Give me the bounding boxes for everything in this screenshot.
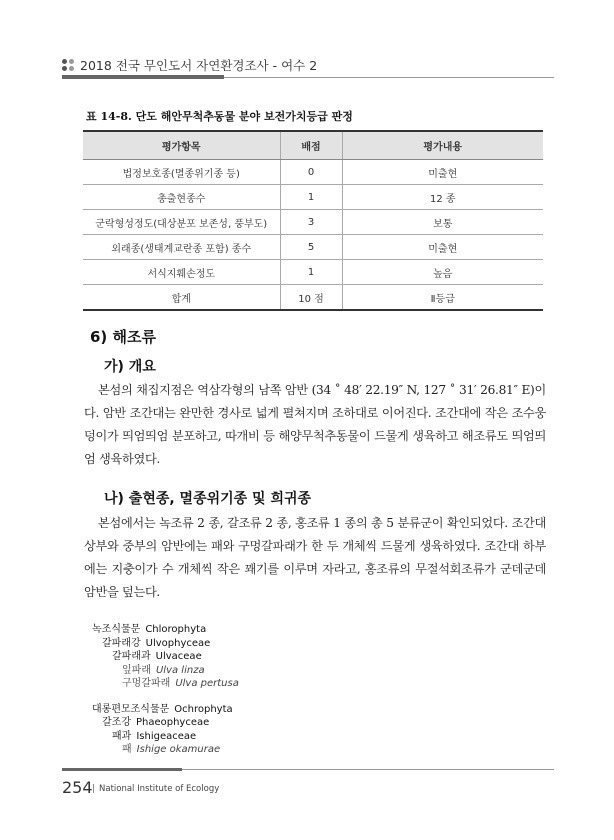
bullet-dots-icon bbox=[62, 59, 74, 71]
table-row bbox=[83, 260, 543, 285]
taxon-korean: 갈파래과 bbox=[112, 651, 151, 662]
header-rule bbox=[62, 75, 224, 79]
section-heading: 6) 해조류 bbox=[90, 328, 156, 346]
taxon-scientific: Ochrophyta bbox=[174, 703, 233, 715]
table-cell: 1 bbox=[280, 260, 342, 285]
table-cell: 높음 bbox=[342, 260, 543, 285]
taxon-korean: 갈조강 bbox=[102, 717, 131, 728]
subsection-heading: 나) 출현종, 멸종위기종 및 희귀종 bbox=[104, 491, 312, 507]
column-header: 평가내용 bbox=[342, 131, 543, 160]
table-row bbox=[83, 210, 543, 235]
table-cell: 외래종(생태계교란종 포함) 종수 bbox=[83, 235, 280, 260]
subsection-heading: 가) 개요 bbox=[104, 359, 156, 375]
taxon-scientific: Ishige okamurae bbox=[136, 744, 221, 755]
column-header: 배점 bbox=[280, 131, 342, 160]
table-cell: 서식지훼손정도 bbox=[83, 260, 280, 285]
header-rule-thin bbox=[224, 77, 554, 78]
table-cell: 보통 bbox=[342, 210, 543, 235]
taxon-scientific: Ulvophyceae bbox=[145, 637, 211, 649]
table-cell: 미출현 bbox=[342, 160, 543, 185]
taxon-item bbox=[122, 676, 239, 691]
taxon-korean: 대롱편모조식물문 bbox=[92, 703, 170, 715]
taxon-korean: 갈파래강 bbox=[102, 637, 141, 649]
table-cell: Ⅱ등급 bbox=[342, 285, 543, 311]
taxon-korean: 녹조식물문 bbox=[92, 624, 141, 635]
header-title: 2018 전국 무인도서 자연환경조사 - 여수 2 bbox=[80, 58, 318, 73]
table-cell: 10 점 bbox=[280, 285, 342, 311]
taxon-korean: 패 bbox=[122, 744, 132, 755]
table-row bbox=[83, 185, 543, 210]
taxon-item bbox=[122, 742, 220, 757]
taxon-scientific: Phaeophyceae bbox=[135, 717, 210, 728]
table-cell: 5 bbox=[280, 235, 342, 260]
table-cell: 3 bbox=[280, 210, 342, 235]
table-caption: 표 14-8. 단도 해안무척추동물 분야 보전가치등급 판정 bbox=[86, 110, 353, 123]
running-header bbox=[62, 56, 317, 74]
table-row bbox=[83, 160, 543, 185]
table-cell: 0 bbox=[280, 160, 342, 185]
species-paragraph: 본섬에서는 녹조류 2 종, 갈조류 2 종, 홍조류 1 종의 총 5 분류군이 확인되었다. 조간대 상부와 중부의 암반에는 패와 구멍갈파래가 한 두 개체씩 드물게 생육하였다. 조간대 하부에는 지충이가 수 개체씩 작은 꽤기를 이루며 자라고, 홍조류의 무절석회조류가 군데군데 암반을 덮는다. bbox=[84, 516, 546, 599]
table-cell: 군락형성정도(대상분포 보존성, 풍부도) bbox=[83, 210, 280, 235]
taxon-scientific: Ulva pertusa bbox=[175, 678, 239, 689]
column-header: 평가항목 bbox=[83, 131, 280, 160]
taxon-scientific: Ulva linza bbox=[155, 664, 205, 676]
table-cell: 12 종 bbox=[342, 185, 543, 210]
page-number: 254 bbox=[62, 778, 93, 797]
taxon-korean: 패과 bbox=[112, 730, 132, 742]
table-cell: 미출현 bbox=[342, 235, 543, 260]
footer-rule-thin bbox=[182, 769, 554, 770]
taxon-scientific: Ishigeaceae bbox=[136, 730, 197, 742]
table-cell: 법정보호종(멸종위기종 등) bbox=[83, 160, 280, 185]
footer-separator: | bbox=[92, 784, 96, 794]
taxon-korean: 구멍갈파래 bbox=[122, 678, 171, 689]
taxon-korean: 잎파래 bbox=[122, 664, 151, 676]
taxon-scientific: Chlorophyta bbox=[145, 624, 207, 635]
table-cell: 1 bbox=[280, 185, 342, 210]
footer-rule bbox=[62, 768, 182, 771]
table-row bbox=[83, 235, 543, 260]
taxon-scientific: Ulvaceae bbox=[155, 651, 202, 662]
footer-org: National Institute of Ecology bbox=[99, 784, 220, 794]
evaluation-table bbox=[83, 130, 543, 311]
table-row bbox=[83, 285, 543, 311]
table-cell: 합계 bbox=[83, 285, 280, 311]
table-cell: 총출현종수 bbox=[83, 185, 280, 210]
overview-paragraph: 본섬의 채집지점은 역삼각형의 남쪽 암반 (34 ˚ 48′ 22.19″ N, 127 ˚ 31′ 26.81″ E)이다. 암반 조간대는 완만한 경사로 넓게 펼쳐지며 조하대로 이어진다. 조간대에 작은 조수웅덩이가 띄엄띄엄 분포하고, 따개비 등 해양무척추동물이 드물게 생육하고 해조류도 띄엄띄엄 생육하였다. bbox=[84, 383, 546, 466]
